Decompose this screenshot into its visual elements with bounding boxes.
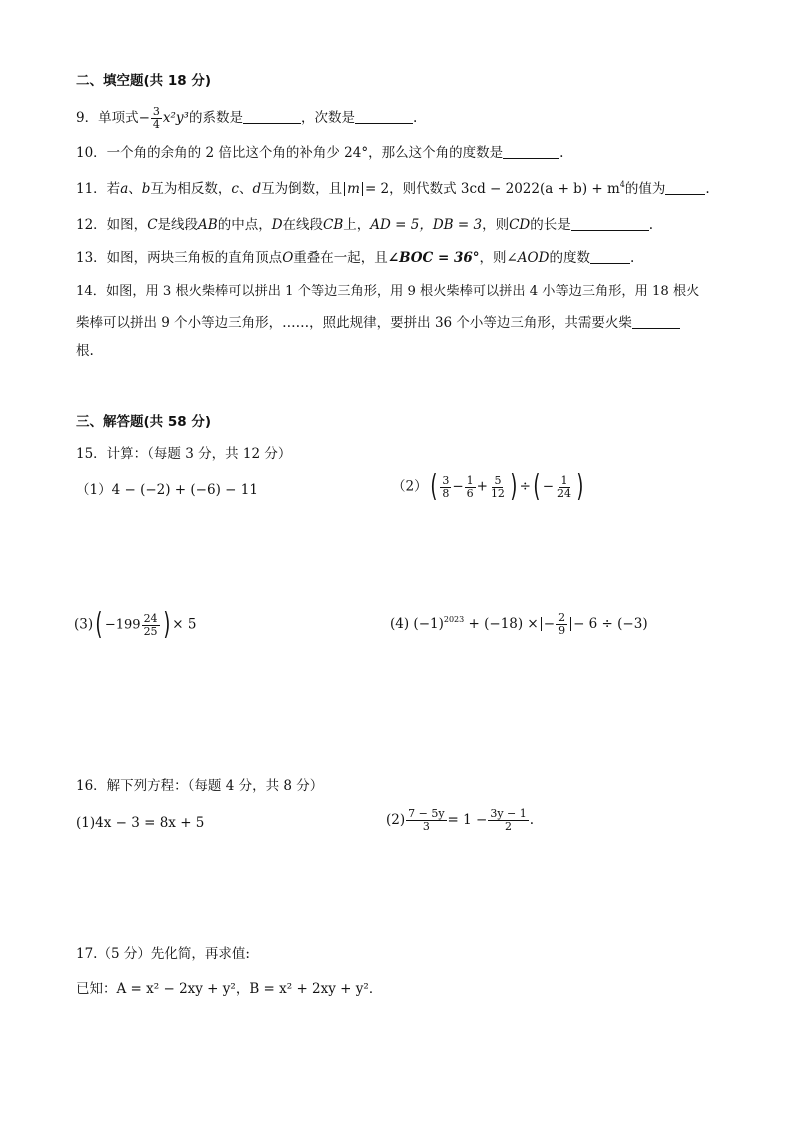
q14-blank[interactable]: [632, 316, 680, 329]
q11-t2: 互为倒数，且: [261, 181, 343, 197]
question-10: [76, 146, 563, 161]
q13-prefix: 13．如图，两块三角板的直角顶点: [76, 250, 283, 266]
q11-t4: 的值为: [624, 181, 666, 197]
q15-p4-label: (4): [390, 616, 410, 632]
q9-blank-degree[interactable]: [355, 111, 413, 124]
q15-p2-frac4: [555, 475, 573, 500]
right-paren: ): [510, 469, 518, 504]
q15-part4: [390, 612, 648, 637]
q15-p2-frac1: [440, 475, 451, 500]
q12-t6: 的长是: [530, 217, 571, 233]
question-17-title: 17.（5 分）先化简，再求值:: [76, 946, 250, 962]
question-13: [76, 251, 634, 266]
frac-num: 3y − 1: [490, 807, 527, 820]
question-14-line3: 根.: [76, 343, 94, 359]
q15-p4-neg: −: [543, 616, 556, 632]
q9-expr: x²y³: [162, 110, 189, 126]
q15-p4-exp: 2023: [443, 615, 465, 624]
frac-num: 7 − 5y: [408, 807, 445, 820]
q9-prefix: 9．单项式−: [76, 110, 150, 126]
right-paren: ): [162, 607, 170, 642]
q15-p4-c: − 6 ÷ (−3): [573, 616, 648, 632]
q13-blank[interactable]: [590, 251, 630, 264]
q11-blank[interactable]: [665, 182, 705, 195]
abs-bar-right: [362, 182, 363, 196]
q13-end: .: [629, 250, 635, 266]
q11-b: b: [141, 181, 151, 197]
frac-num: 24: [143, 611, 158, 625]
q12-AD: AD = 5，DB = 3: [370, 217, 483, 233]
q12-CD: CD: [509, 217, 531, 233]
question-14-line1: 14．如图，用 3 根火柴棒可以拼出 1 个等边三角形，用 9 根火柴棒可以拼出 4 小等边三角形，用 18 根火: [76, 284, 700, 299]
q11-prefix: 11．若: [76, 181, 121, 197]
left-paren: (: [533, 469, 541, 504]
q13-angle2: ∠AOD: [506, 250, 550, 266]
question-16-title: 16．解下列方程：（每题 4 分，共 8 分）: [76, 778, 324, 794]
frac-num: 5: [494, 473, 502, 487]
q12-t3: 在线段: [282, 217, 324, 233]
q12-prefix: 12．如图，: [76, 217, 148, 233]
q15-p2-neg: −: [542, 478, 554, 495]
frac-num: 3: [442, 473, 450, 487]
q9-blank-coefficient[interactable]: [243, 111, 301, 124]
q11-c: c: [231, 181, 239, 197]
q13-O: O: [282, 250, 294, 266]
q10-blank[interactable]: [503, 146, 559, 159]
q9-fraction: [151, 106, 162, 131]
q12-t1: 是线段: [157, 217, 199, 233]
q15-part1: [76, 484, 258, 498]
q14-line2-text: 柴棒可以拼出 9 个小等边三角形，……，照此规律，要拼出 36 个小等边三角形，共需要火柴: [76, 315, 632, 331]
abs-bar-left: [344, 182, 345, 196]
q9-sep: ，次数是: [300, 110, 355, 126]
section-title-fill-blank: 二、填空题(共 18 分): [76, 73, 212, 89]
q16-p2-frac2: [488, 808, 528, 833]
q9-end: .: [412, 110, 418, 126]
q12-D: D: [271, 217, 283, 233]
question-11: [76, 181, 710, 197]
q16-p2-end: .: [529, 812, 535, 828]
q16-part1: (1)4x − 3 = 8x + 5: [76, 815, 205, 831]
q13-t1: 重叠在一起，且: [293, 250, 388, 266]
q15-p2-frac2: [465, 475, 476, 500]
abs-bar-right: [570, 617, 571, 631]
q11-dot2: 、: [238, 181, 253, 197]
q11-t1: 互为相反数，: [150, 181, 232, 197]
q11-m: m: [347, 181, 360, 197]
q11-dot1: 、: [128, 181, 142, 197]
q13-angle1: ∠BOC = 36°: [387, 250, 480, 266]
q12-CB: CB: [323, 217, 344, 233]
left-paren: (: [429, 469, 437, 504]
q12-t4: 上，: [343, 217, 371, 233]
q15-p4-frac: [556, 612, 567, 637]
frac-den: 25: [143, 624, 158, 638]
q9-mid: 的系数是: [188, 110, 243, 126]
q15-p1-label: （1）: [76, 482, 112, 498]
q15-part3: [74, 607, 197, 642]
q15-p2-div: ÷: [519, 478, 531, 495]
frac-den: 6: [466, 486, 474, 500]
question-17-given: 已知：A = x² − 2xy + y²，B = x² + 2xy + y²．: [76, 981, 383, 997]
q11-end: .: [705, 181, 710, 197]
frac-den: 9: [558, 624, 566, 637]
frac-den: 8: [442, 486, 450, 500]
question-14-line2: [76, 316, 680, 331]
frac-num: 1: [466, 473, 474, 487]
q12-C: C: [147, 217, 158, 233]
q11-t3: = 2，则代数式 3cd − 2022(a + b) + m: [364, 181, 620, 197]
right-paren: ): [576, 469, 584, 504]
q12-blank[interactable]: [571, 218, 649, 231]
q12-end: .: [648, 217, 654, 233]
q15-p1-expr: 4 − (−2) + (−6) − 11: [111, 482, 258, 498]
q16-p2-mid: = 1 −: [447, 812, 488, 828]
q15-p2-label: （2）: [392, 478, 428, 495]
frac-num: 1: [560, 473, 568, 487]
q15-p4-b: + (−18) ×: [468, 616, 539, 632]
question-12: [76, 218, 653, 233]
q12-AB: AB: [198, 217, 218, 233]
q10-end: .: [559, 145, 564, 161]
section-title-solve: 三、解答题(共 58 分): [76, 414, 212, 430]
q13-t2: ，则: [479, 250, 507, 266]
question-15-title: 15．计算：（每题 3 分，共 12 分）: [76, 446, 292, 462]
q15-p3-frac: [142, 613, 160, 638]
question-9: [76, 106, 417, 131]
q15-p2-frac3: [489, 475, 507, 500]
q11-exp: 4: [619, 180, 625, 189]
q10-text: 10．一个角的余角的 2 倍比这个角的补角少 24°，那么这个角的度数是: [76, 145, 504, 161]
q11-a: a: [120, 181, 129, 197]
q15-p2-op2: +: [476, 478, 488, 495]
q15-p3-label: (3): [74, 616, 94, 633]
q12-t2: 的中点，: [217, 217, 272, 233]
q9-frac-den: 4: [152, 118, 160, 131]
frac-den: 24: [557, 486, 571, 500]
q16-p2-label: (2): [386, 812, 406, 828]
q15-part2: [392, 469, 586, 504]
q13-t3: 的度数: [549, 250, 590, 266]
q11-d: d: [252, 181, 262, 197]
q15-p2-op1: −: [452, 478, 464, 495]
q15-p3-neg: −199: [104, 617, 141, 633]
q12-t5: ，则: [482, 217, 510, 233]
frac-den: 3: [422, 820, 430, 833]
q16-p2-frac1: [406, 808, 446, 833]
q16-part2: [386, 808, 534, 833]
q15-p4-a: (−1): [413, 616, 444, 632]
frac-num: 2: [558, 611, 566, 624]
frac-den: 12: [490, 486, 505, 500]
q15-p3-tail: × 5: [172, 616, 197, 633]
abs-bar-left: [541, 617, 542, 631]
frac-den: 2: [505, 820, 513, 833]
left-paren: (: [95, 607, 103, 642]
q9-frac-num: 3: [152, 105, 160, 118]
